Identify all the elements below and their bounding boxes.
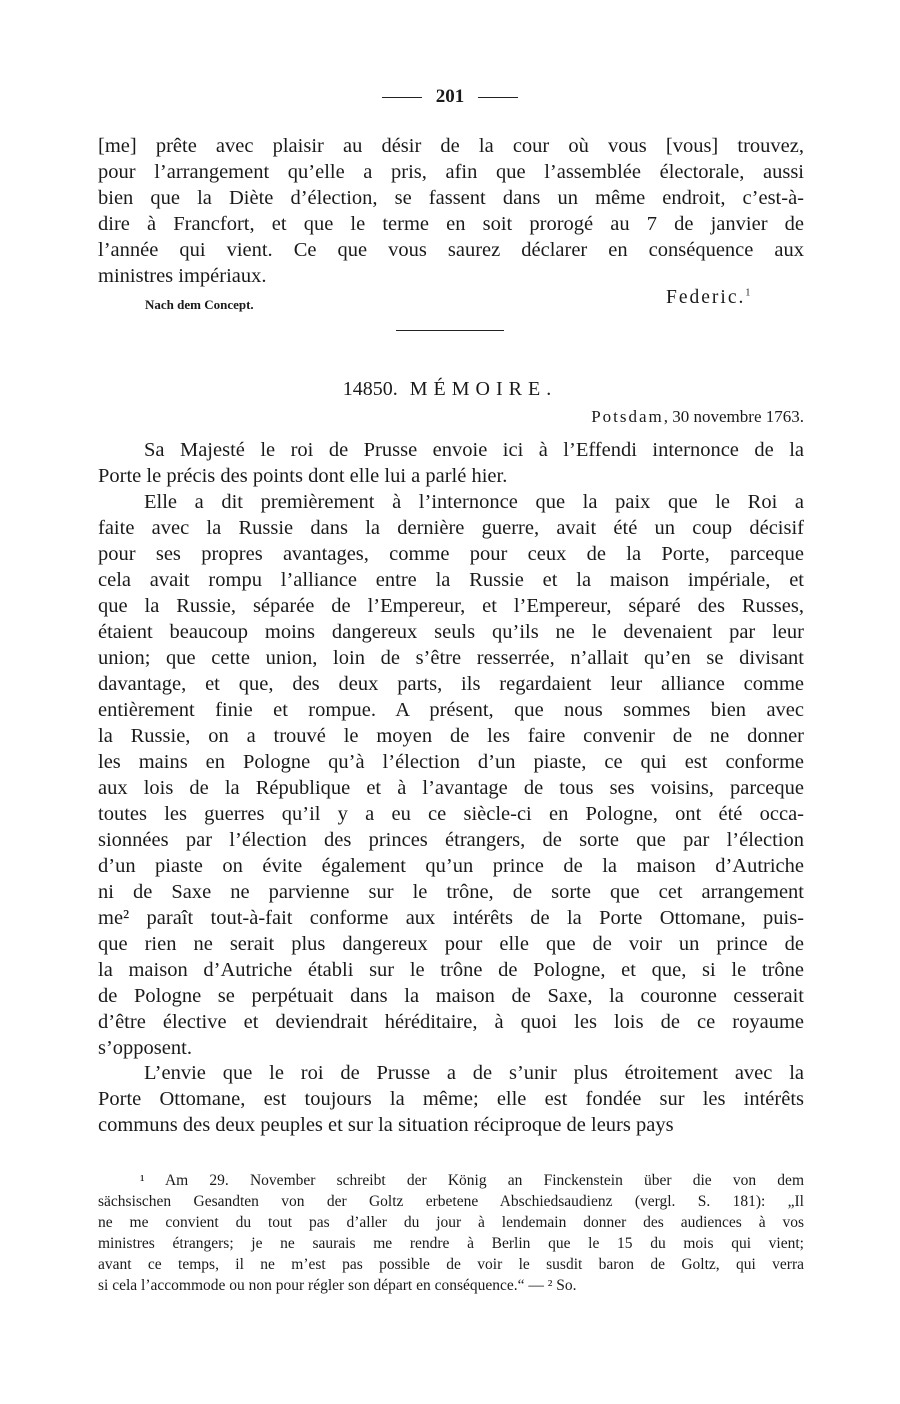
text-line: ministres étrangers; je ne saurais me rendre à Berlin que le 15 du mois qui vient;: [98, 1235, 804, 1252]
text-line: bien que la Diète d’élection, se fassent dans un même endroit, c’est-à-: [98, 187, 804, 209]
text-line: si cela l’accommode ou non pour régler son départ en conséquence.“ — ² So.: [98, 1277, 577, 1294]
text-line: ¹ Am 29. November schreibt der König an Finckenstein über die von dem: [140, 1172, 804, 1189]
document-heading: [0, 378, 900, 401]
text-line: avant ce temps, il ne m’est pas possible de voir le susdit baron de Goltz, qui verra: [98, 1256, 804, 1273]
signature-name: Federic.: [666, 287, 746, 308]
text-line: faite avec la Russie dans la dernière guerre, avait été un coup décisif: [98, 517, 804, 539]
text-line: ministres impériaux.: [98, 265, 267, 287]
text-line: l’année qui vient. Ce que vous saurez déclarer en conséquence aux: [98, 239, 804, 261]
signature: [666, 287, 750, 309]
text-line: que rien ne serait plus dangereux pour elle que de voir un prince de: [98, 933, 804, 955]
text-line: cela avait rompu l’alliance entre la Russie et la maison impériale, et: [98, 569, 804, 591]
text-line: les mains en Pologne qu’à l’élection d’un piaste, ce qui est conforme: [98, 751, 804, 773]
text-line: Porte le précis des points dont elle lui a parlé hier.: [98, 465, 508, 487]
text-line: la Russie, on a trouvé le moyen de les faire convenir de ne donner: [98, 725, 804, 747]
text-line: s’opposent.: [98, 1037, 192, 1059]
paragraph-1: [98, 437, 804, 489]
letter-text: [98, 133, 804, 289]
page-header: [0, 86, 900, 108]
section-divider: [396, 330, 504, 331]
text-line: toutes les guerres qu’il y a eu ce siècle-ci en Pologne, ont été occa-: [98, 803, 804, 825]
text-line: L’envie que le roi de Prusse a de s’unir plus étroitement avec la: [144, 1062, 804, 1084]
paragraph-3: [98, 1060, 804, 1138]
text-line: [me] prête avec plaisir au désir de la cour où vous [vous] trouvez,: [98, 135, 804, 157]
document-number: 14850.: [342, 378, 398, 400]
footnotes: [98, 1170, 804, 1296]
text-line: Elle a dit premièrement à l’internonce que la paix que le Roi a: [144, 491, 804, 513]
text-line: sionnées par l’élection des princes étrangers, de sorte que par l’élection: [98, 829, 804, 851]
dateline-date: , 30 novembre 1763.: [663, 407, 804, 426]
text-line: de Pologne se perpétuait dans la maison de Saxe, la couronne cesserait: [98, 985, 804, 1007]
text-line: pour l’arrangement qu’elle a pris, afin que l’assemblée électorale, aussi: [98, 161, 804, 183]
header-rule-right: [478, 97, 518, 98]
text-line: ni de Saxe ne parvienne sur le trône, de sorte que cet arrangement: [98, 881, 804, 903]
text-line: aux lois de la République et à l’avantage de tous ses voisins, parceque: [98, 777, 804, 799]
signature-footnote-mark: 1: [745, 287, 751, 299]
text-line: me² paraît tout-à-fait conforme aux intérêts de la Porte Ottomane, puis-: [98, 907, 804, 929]
paragraph-2: [98, 489, 804, 1061]
text-line: Sa Majesté le roi de Prusse envoie ici à l’Effendi internonce de la: [144, 439, 804, 461]
text-line: dire à Francfort, et que le terme en soit prorogé au 7 de janvier de: [98, 213, 804, 235]
text-line: Porte Ottomane, est toujours la même; elle est fondée sur les intérêts: [98, 1088, 804, 1110]
header-rule-left: [382, 97, 422, 98]
text-line: étaient beaucoup moins dangereux seuls qu’ils ne le devenaient par leur: [98, 621, 804, 643]
dateline-place: Potsdam: [591, 407, 664, 426]
text-line: ne me convient du tout pas d’aller du jour à lendemain donner des audiences à vos: [98, 1214, 804, 1231]
page-number: 201: [435, 86, 465, 107]
text-line: d’un piaste on évite également qu’un prince de la maison d’Autriche: [98, 855, 804, 877]
text-line: entièrement finie et rompue. A présent, que nous sommes bien avec: [98, 699, 804, 721]
text-line: davantage, et que, des deux parts, ils regardaient leur alliance comme: [98, 673, 804, 695]
text-line: que la Russie, séparée de l’Empereur, et l’Empereur, séparé des Russes,: [98, 595, 804, 617]
text-line: d’être élective et deviendrait héréditaire, à quoi les lois de ce royaume: [98, 1011, 804, 1033]
text-line: pour ses propres avantages, comme pour ceux de la Porte, parceque: [98, 543, 804, 565]
document-title: MÉMOIRE.: [409, 378, 558, 400]
dateline: [591, 407, 804, 427]
text-line: la maison d’Autriche établi sur le trône de Pologne, et que, si le trône: [98, 959, 804, 981]
text-line: communs des deux peuples et sur la situation réciproque de leurs pays: [98, 1114, 674, 1136]
source-note: Nach dem Concept.: [145, 297, 254, 312]
text-line: union; que cette union, loin de s’être resserrée, n’allait qu’en se divisant: [98, 647, 804, 669]
text-line: sächsischen Gesandten von der Goltz erbetene Abschiedsaudienz (vergl. S. 181): „Il: [98, 1193, 804, 1210]
